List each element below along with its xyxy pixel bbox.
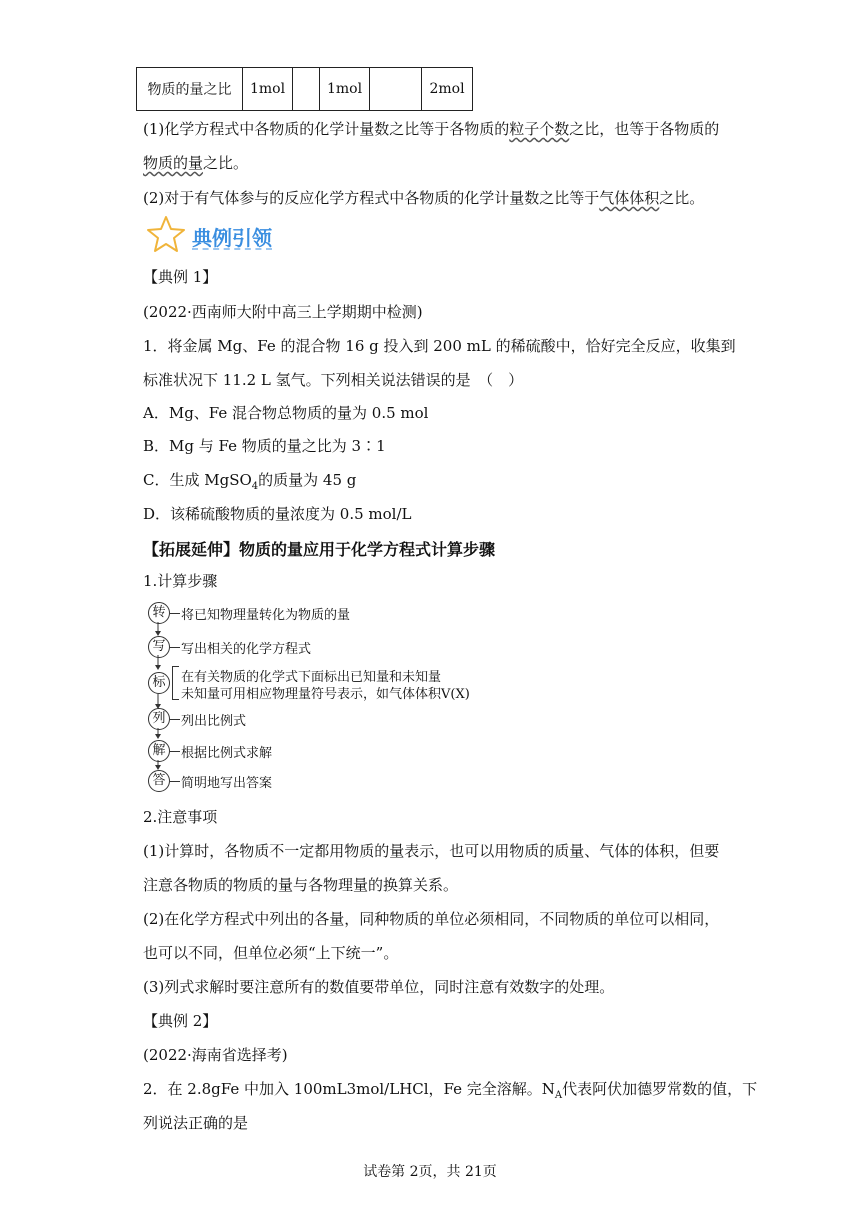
subscript: A xyxy=(554,1090,563,1101)
option-a: A．Mg、Fe 混合物总物质的量为 0.5 mol xyxy=(143,404,429,422)
step-text: 在有关物质的化学式下面标出已知量和未知量 xyxy=(181,670,442,685)
note-2-line-2: 也可以不同，但单位必须“上下统一”。 xyxy=(143,944,399,962)
subscript: 4 xyxy=(251,481,259,492)
note-2 xyxy=(143,188,704,208)
step-text: 将已知物理量转化为物质的量 xyxy=(181,608,351,623)
question-text: 代表阿伏加德罗常数的值，下 xyxy=(562,1080,758,1098)
step-circle: 标 xyxy=(148,672,170,694)
question-2-line-1 xyxy=(143,1079,757,1106)
table-cell: 1mol xyxy=(320,68,370,111)
example-1-source: (2022·西南师大附中高三上学期期中检测) xyxy=(143,303,423,321)
step-text: 写出相关的化学方程式 xyxy=(181,642,312,657)
ratio-table xyxy=(136,67,473,111)
note-2-line-1: (2)在化学方程式中列出的各量，同种物质的单位必须相同，不同物质的单位可以相同， xyxy=(143,910,720,928)
banner-underline xyxy=(192,248,272,250)
option-c xyxy=(143,470,356,497)
question-2-line-2: 列说法正确的是 xyxy=(143,1114,249,1132)
note-text: (2)对于有气体参与的反应化学方程式中各物质的化学计量数之比等于 xyxy=(143,189,600,207)
note-1-line-2 xyxy=(143,153,248,173)
key-term: 物质的量 xyxy=(143,154,204,172)
option-d: D．该稀硫酸物质的量浓度为 0.5 mol/L xyxy=(143,505,412,523)
table-cell: 1mol xyxy=(243,68,293,111)
connector xyxy=(170,613,180,614)
steps-heading: 1.计算步骤 xyxy=(143,572,218,590)
option-c-text: C．生成 MgSO xyxy=(143,471,252,489)
page-footer: 试卷第 2页，共 21页 xyxy=(363,1164,497,1180)
connector xyxy=(170,719,180,720)
step-text: 简明地写出答案 xyxy=(181,776,273,791)
step-circle: 解 xyxy=(148,740,170,762)
row-label: 物质的量之比 xyxy=(137,68,243,111)
example-2-tag: 【典例 2】 xyxy=(143,1012,218,1030)
key-term: 气体体积 xyxy=(599,189,660,207)
step-text: 根据比例式求解 xyxy=(181,746,273,761)
note-text: (1)化学方程式中各物质的化学计量数之比等于各物质的 xyxy=(143,120,510,138)
note-text: 之比。 xyxy=(659,189,705,207)
note-text: 之比。 xyxy=(203,154,249,172)
connector xyxy=(170,647,180,648)
question-1-line-2: 标准状况下 11.2 L 氢气。下列相关说法错误的是 （ ） xyxy=(143,371,524,389)
flow-arrows xyxy=(143,600,173,795)
table-cell xyxy=(370,68,422,111)
extension-title: 【拓展延伸】物质的量应用于化学方程式计算步骤 xyxy=(143,540,496,559)
question-text: 2．在 2.8gFe 中加入 100mL3mol/LHCl，Fe 完全溶解。N xyxy=(143,1080,555,1098)
table-cell: 2mol xyxy=(422,68,473,111)
example-2-source: (2022·海南省选择考) xyxy=(143,1046,288,1064)
note-1-line-1 xyxy=(143,119,719,139)
option-b: B．Mg 与 Fe 物质的量之比为 3∶1 xyxy=(143,437,386,455)
note-1-line-2: 注意各物质的物质的量与各物理量的换算关系。 xyxy=(143,876,459,894)
table-cell xyxy=(293,68,320,111)
option-c-text: 的质量为 45 g xyxy=(258,471,357,489)
banner-title: 典例引领 xyxy=(192,226,272,250)
step-circle: 答 xyxy=(148,770,170,792)
note-text: 之比，也等于各物质的 xyxy=(569,120,720,138)
connector xyxy=(170,781,180,782)
key-term: 粒子个数 xyxy=(509,120,570,138)
star-icon xyxy=(145,214,187,254)
step-circle: 列 xyxy=(148,708,170,730)
example-banner xyxy=(145,214,285,256)
calc-steps-flow xyxy=(143,600,483,795)
example-1-tag: 【典例 1】 xyxy=(143,268,218,286)
note-3: (3)列式求解时要注意所有的数值要带单位，同时注意有效数字的处理。 xyxy=(143,978,615,996)
step-text-2: 未知量可用相应物理量符号表示，如气体体积V(X) xyxy=(181,687,470,702)
step-circle: 转 xyxy=(148,602,170,624)
step-text: 列出比例式 xyxy=(181,714,247,729)
question-1-line-1: 1．将金属 Mg、Fe 的混合物 16 g 投入到 200 mL 的稀硫酸中，恰好完全反应，收集到 xyxy=(143,337,736,355)
bracket xyxy=(172,666,179,700)
note-1-line-1: (1)计算时，各物质不一定都用物质的量表示，也可以用物质的质量、气体的体积，但要 xyxy=(143,842,720,860)
table-row xyxy=(137,68,473,111)
notes-heading: 2.注意事项 xyxy=(143,808,218,826)
step-circle: 写 xyxy=(148,636,170,658)
connector xyxy=(170,751,180,752)
